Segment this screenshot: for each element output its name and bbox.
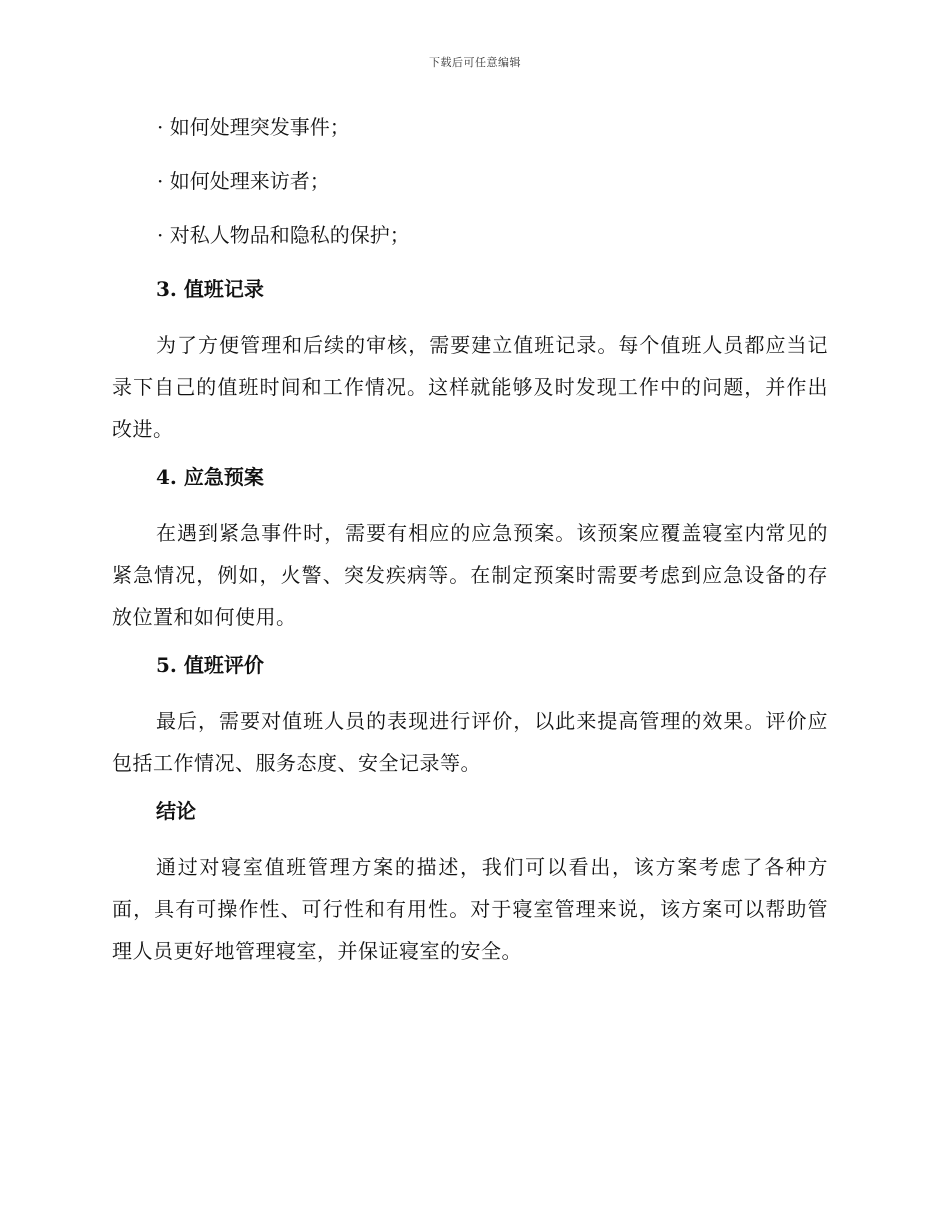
page-header: 下载后可任意编辑: [429, 56, 521, 69]
section-paragraph-duty-evaluation: 最后，需要对值班人员的表现进行评价，以此来提高管理的效果。评价应包括工作情况、服务态度、安全记录等。: [112, 709, 828, 775]
bullet-item-privacy: · 对私人物品和隐私的保护；: [157, 223, 410, 247]
section-paragraph-emergency-plan: 在遇到紧急事件时，需要有相应的应急预案。该预案应覆盖寝室内常见的紧急情况，例如，火警、突发疾病等。在制定预案时需要考虑到应急设备的存放位置和如何使用。: [112, 521, 828, 629]
section-heading-conclusion: 结论: [156, 799, 196, 823]
section-heading-emergency-plan: 4. 应急预案: [156, 465, 264, 489]
section-heading-duty-record: 3. 值班记录: [156, 277, 264, 301]
bullet-list: [112, 112, 828, 250]
section-paragraph-duty-record: 为了方便管理和后续的审核，需要建立值班记录。每个值班人员都应当记录下自己的值班时间和工作情况。这样就能够及时发现工作中的问题，并作出改进。: [112, 333, 828, 441]
bullet-item-emergency: · 如何处理突发事件；: [157, 115, 350, 139]
section-paragraph-conclusion: 通过对寝室值班管理方案的描述，我们可以看出，该方案考虑了各种方面，具有可操作性、可行性和有用性。对于寝室管理来说，该方案可以帮助管理人员更好地管理寝室，并保证寝室的安全。: [112, 855, 828, 963]
section-heading-duty-evaluation: 5. 值班评价: [156, 653, 264, 677]
document-body: [112, 112, 828, 984]
bullet-item-visitors: · 如何处理来访者；: [157, 169, 330, 193]
